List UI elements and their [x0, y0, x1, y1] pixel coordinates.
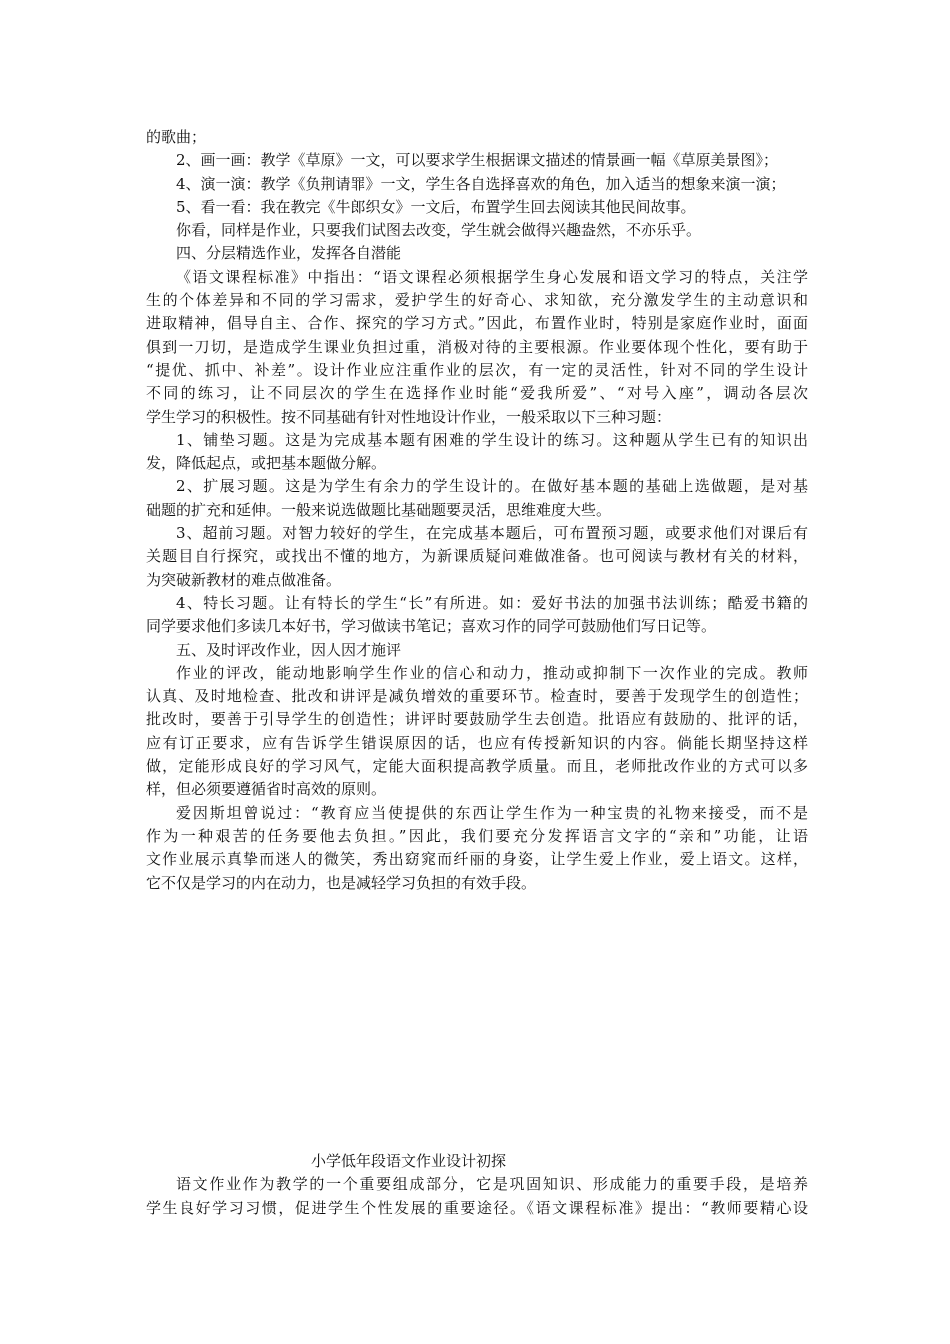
- text-line: 它不仅是学习的内在动力，也是减轻学习负担的有效手段。: [146, 873, 537, 892]
- text-line: 础题的扩充和延伸。一般来说选做题比基础题要灵活，思维难度大些。: [146, 500, 612, 519]
- text-line: 2、画一画：教学《草原》一文，可以要求学生根据课文描述的情景画一幅《草原美景图》；: [176, 151, 779, 170]
- text-line: 应有订正要求，应有告诉学生错误原因的话，也应有传授新知识的内容。倘能长期坚持这样: [146, 733, 808, 752]
- text-line: 5、看一看：我在教完《牛郎织女》一文后，布置学生回去阅读其他民间故事。: [176, 197, 696, 216]
- text-line: 发，降低起点，或把基本题做分解。: [146, 454, 387, 473]
- text-line: 认真、及时地检查、批改和讲评是减负增效的重要环节。检查时，要善于发现学生的创造性；: [146, 687, 808, 706]
- text-line: 关题目自行探究，或找出不懂的地方，为新课质疑问难做准备。也可阅读与教材有关的材料，: [146, 547, 808, 566]
- text-line: 3、超前习题。对智力较好的学生，在完成基本题后，可布置预习题，或要求他们对课后有: [176, 524, 808, 543]
- text-line: 生的个体差异和不同的学习需求，爱护学生的好奇心、求知欲，充分激发学生的主动意识和: [146, 291, 808, 310]
- text-line: 4、特长习题。让有特长的学生“长”有所进。如：爱好书法的加强书法训练；酷爱书籍的: [176, 593, 808, 612]
- text-line: 1、铺垫习题。这是为完成基本题有困难的学生设计的练习。这种题从学生已有的知识出: [176, 430, 808, 449]
- text-line: 的歌曲；: [146, 128, 207, 146]
- text-line: “提优、抓中、补差”。设计作业应注重作业的层次，有一定的灵活性，针对不同的学生设计: [146, 360, 808, 379]
- text-line: 四、分层精选作业，发挥各自潜能: [176, 244, 402, 263]
- text-line: 样，但必须要遵循省时高效的原则。: [146, 780, 387, 799]
- second-article: [146, 1150, 808, 1220]
- article-body: [146, 126, 808, 895]
- text-line: 作业的评改，能动地影响学生作业的信心和动力，推动或抑制下一次作业的完成。教师: [176, 663, 808, 682]
- second-article-body: [146, 1173, 808, 1220]
- text-line: 你看，同样是作业，只要我们试图去改变，学生就会做得兴趣盎然，不亦乐乎。: [176, 221, 702, 240]
- text-line: 五、及时评改作业，因人因才施评: [176, 640, 402, 659]
- text-line: 4、演一演：教学《负荆请罪》一文，学生各自选择喜欢的角色，加入适当的想象来演一演；: [176, 174, 786, 193]
- text-line: 批改时，要善于引导学生的创造性；讲评时要鼓励学生去创造。批语应有鼓励的、批评的话，: [146, 710, 808, 729]
- text-line: 同学要求他们多读几本好书，学习做读书笔记；喜欢习作的同学可鼓励他们写日记等。: [146, 617, 717, 636]
- text-line: 做，定能形成良好的学习风气，定能大面积提高教学质量。而且，老师批改作业的方式可以多: [146, 757, 808, 776]
- text-line: 学生良好学习习惯，促进学生个性发展的重要途径。《语文课程标准》提出：“教师要精心设: [146, 1198, 808, 1217]
- text-line: 学生学习的积极性。按不同基础有针对性地设计作业，一般采取以下三种习题：: [146, 407, 672, 426]
- article-title: 小学低年段语文作业设计初探: [311, 1152, 507, 1170]
- text-line: 为突破新教材的难点做准备。: [146, 570, 342, 589]
- text-line: 进取精神，倡导自主、合作、探究的学习方式。”因此，布置作业时，特别是家庭作业时，面面: [146, 314, 808, 333]
- text-line: 爱因斯坦曾说过：“教育应当使提供的东西让学生作为一种宝贵的礼物来接受，而不是: [176, 803, 808, 822]
- text-line: 2、扩展习题。这是为学生有余力的学生设计的。在做好基本题的基础上选做题，是对基: [176, 477, 808, 496]
- text-line: 《语文课程标准》中指出：“语文课程必须根据学生身心发展和语文学习的特点，关注学: [176, 267, 808, 286]
- text-line: 俱到一刀切，是造成学生课业负担过重，消极对待的主要根源。作业要体现个性化，要有助于: [146, 337, 808, 356]
- text-line: 不同的练习，让不同层次的学生在选择作业时能“爱我所爱”、“对号入座”，调动各层次: [146, 384, 808, 403]
- text-line: 作为一种艰苦的任务要他去负担。”因此，我们要充分发挥语言文字的“亲和”功能，让语: [146, 826, 808, 845]
- text-line: 语文作业作为教学的一个重要组成部分，它是巩固知识、形成能力的重要手段，是培养: [176, 1175, 808, 1194]
- text-line: 文作业展示真挚而迷人的微笑，秀出窈窕而纤丽的身姿，让学生爱上作业，爱上语文。这样，: [146, 850, 808, 869]
